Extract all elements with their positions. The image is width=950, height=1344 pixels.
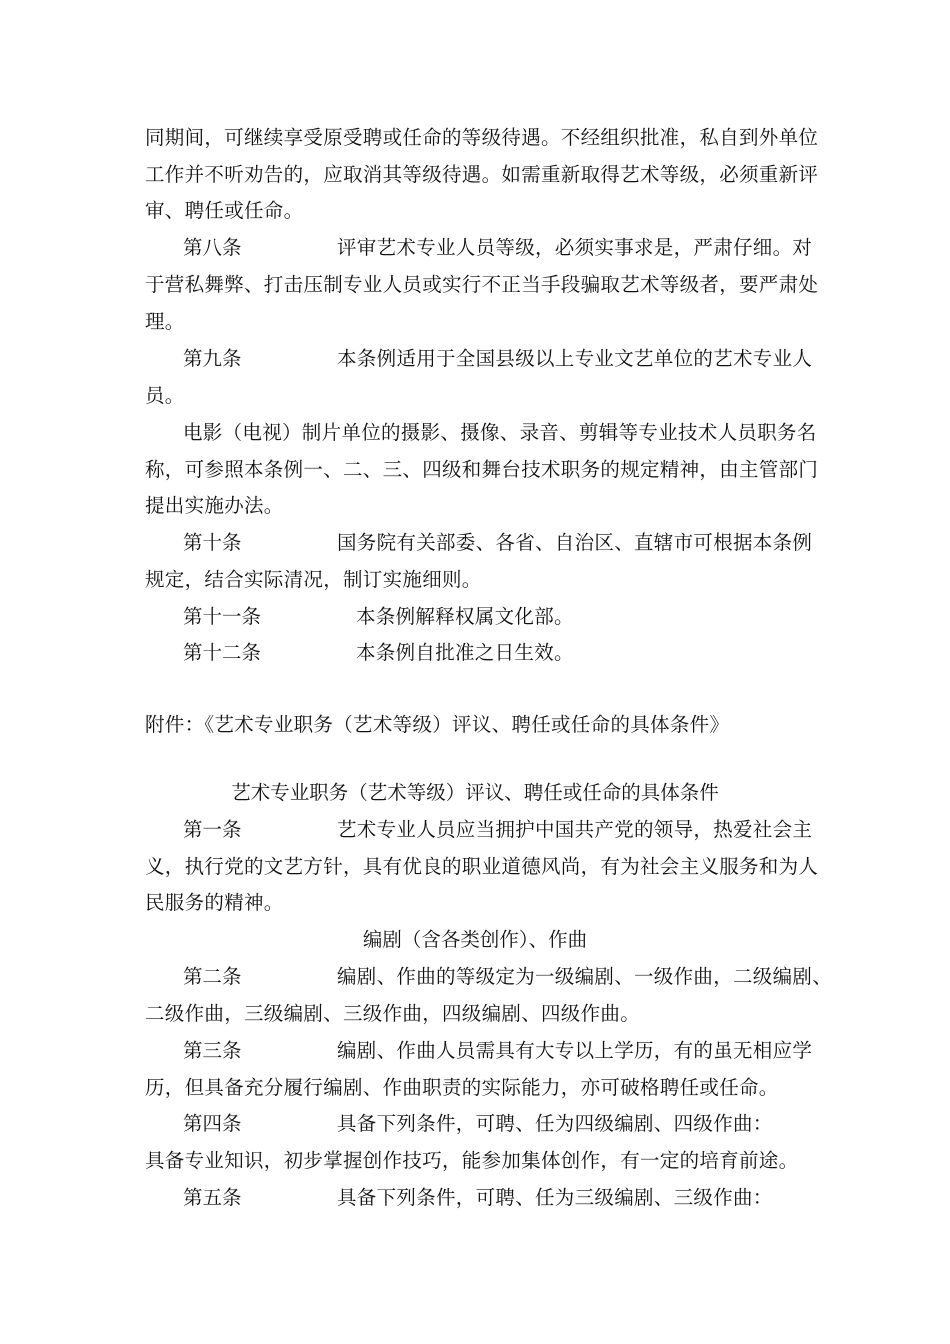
article-text: 具备下列条件，可聘、任为三级编剧、三级作曲： [337,1186,773,1209]
article-label: 第十一条 [183,605,262,628]
article-text: 艺术专业人员应当拥护中国共产党的领导，热爱社会主 [337,818,813,841]
text-line: 民服务的精神。 [145,891,284,914]
article-text: 编剧、作曲人员需具有大专以上学历，有的虽无相应学 [337,1039,813,1062]
text-line: 于营私舞弊、打击压制专业人员或实行不正当手段骗取艺术等级者，要严肃处 [145,273,819,296]
text-line: 员。 [145,384,185,407]
article-label: 第九条 [183,347,242,370]
article-label: 第四条 [183,1112,242,1135]
text-line: 历，但具备充分履行编剧、作曲职责的实际能力，亦可破格聘任或任命。 [145,1076,779,1099]
attachment-line: 附件：《艺术专业职务（艺术等级）评议、聘任或任命的具体条件》 [145,713,730,736]
article-label: 第一条 [183,818,242,841]
text-line: 二级作曲，三级编剧、三级作曲，四级编剧、四级作曲。 [145,1002,641,1025]
text-line: 电影（电视）制片单位的摄影、摄像、录音、剪辑等专业技术人员职务名 [183,421,817,444]
article-label: 第十条 [183,531,242,554]
article-label: 第二条 [183,965,242,988]
text-line: 理。 [145,310,185,333]
article-text: 本条例适用于全国县级以上专业文艺单位的艺术专业人 [337,347,813,370]
article-text: 具备下列条件，可聘、任为四级编剧、四级作曲： [337,1112,773,1135]
article-label: 第三条 [183,1039,242,1062]
article-text: 评审艺术专业人员等级，必须实事求是，严肃仔细。对 [337,236,813,259]
text-line: 称，可参照本条例一、二、三、四级和舞台技术职务的规定精神，由主管部门 [145,458,819,481]
text-line: 提出实施办法。 [145,494,284,517]
text-line: 工作并不听劝告的，应取消其等级待遇。如需重新取得艺术等级，必须重新评 [145,163,819,186]
article-text: 国务院有关部委、各省、自治区、直辖市可根据本条例 [337,531,813,554]
text-line: 同期间，可继续享受原受聘或任命的等级待遇。不经组织批准，私自到外单位 [145,126,819,149]
article-label: 第十二条 [183,641,262,664]
article-text: 本条例解释权属文化部。 [356,605,574,628]
text-line: 规定，结合实际清况，制订实施细则。 [145,568,482,591]
text-line: 审、聘任或任命。 [145,199,304,222]
article-label: 第五条 [183,1186,242,1209]
subsection-heading: 编剧（含各类创作）、作曲 [362,928,588,951]
text-line: 义，执行党的文艺方针，具有优良的职业道德风尚，有为社会主义服务和为人 [145,855,819,878]
article-text: 编剧、作曲的等级定为一级编剧、一级作曲，二级编剧、 [337,965,833,988]
section-title: 艺术专业职务（艺术等级）评议、聘任或任命的具体条件 [231,781,719,804]
article-text: 本条例自批准之日生效。 [356,641,574,664]
article-label: 第八条 [183,236,242,259]
text-line: 具备专业知识，初步掌握创作技巧，能参加集体创作，有一定的培育前途。 [145,1149,799,1172]
